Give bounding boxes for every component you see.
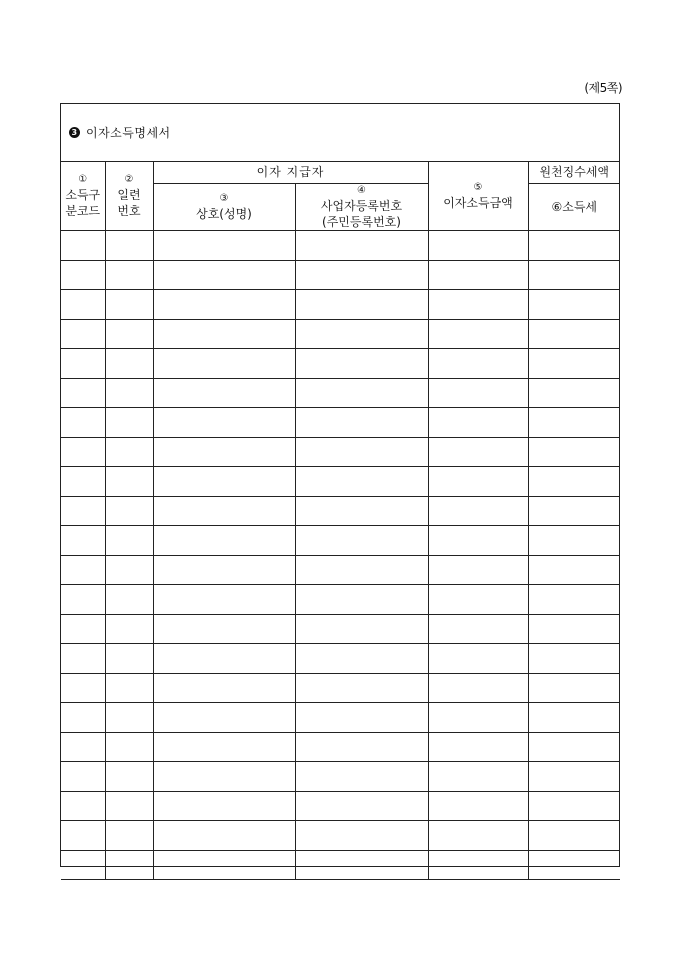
header-income-code: ① 소득구 분코드	[61, 161, 105, 231]
income-tax-cell[interactable]	[528, 437, 620, 467]
table-row	[61, 378, 620, 408]
interest-amount-cell[interactable]	[428, 290, 528, 320]
table-row	[61, 231, 620, 261]
business-name-cell[interactable]	[153, 319, 295, 349]
interest-amount-cell[interactable]	[428, 762, 528, 792]
table-row	[61, 290, 620, 320]
income-tax-cell[interactable]	[528, 821, 620, 851]
serial-number-cell[interactable]	[105, 762, 153, 792]
income-code-cell[interactable]	[61, 231, 105, 261]
serial-number-cell[interactable]	[105, 791, 153, 821]
section-header	[61, 104, 619, 162]
registration-number-cell[interactable]	[295, 260, 428, 290]
business-name-cell[interactable]	[153, 732, 295, 762]
interest-amount-cell[interactable]	[428, 437, 528, 467]
income-code-cell[interactable]	[61, 290, 105, 320]
table-row	[61, 437, 620, 467]
income-tax-cell[interactable]	[528, 526, 620, 556]
registration-number-cell[interactable]	[295, 585, 428, 615]
serial-number-cell[interactable]	[105, 437, 153, 467]
registration-number-cell[interactable]	[295, 496, 428, 526]
registration-number-cell[interactable]	[295, 850, 428, 880]
registration-number-cell[interactable]	[295, 703, 428, 733]
income-tax-cell[interactable]	[528, 231, 620, 261]
income-code-cell[interactable]	[61, 378, 105, 408]
serial-number-cell[interactable]	[105, 408, 153, 438]
business-name-cell[interactable]	[153, 644, 295, 674]
serial-number-cell[interactable]	[105, 850, 153, 880]
registration-number-cell[interactable]	[295, 791, 428, 821]
registration-number-cell[interactable]	[295, 644, 428, 674]
income-tax-cell[interactable]	[528, 673, 620, 703]
interest-amount-cell[interactable]	[428, 555, 528, 585]
business-name-cell[interactable]	[153, 378, 295, 408]
registration-number-cell[interactable]	[295, 762, 428, 792]
registration-number-cell[interactable]	[295, 319, 428, 349]
table-row	[61, 467, 620, 497]
business-name-cell[interactable]	[153, 260, 295, 290]
business-name-cell[interactable]	[153, 791, 295, 821]
income-tax-cell[interactable]	[528, 791, 620, 821]
table-row	[61, 732, 620, 762]
header-registration-number: ④ 사업자등록번호 (주민등록번호)	[295, 184, 428, 231]
interest-amount-cell[interactable]	[428, 732, 528, 762]
header-serial-number: ② 일련 번호	[105, 161, 153, 231]
interest-amount-cell[interactable]	[428, 791, 528, 821]
income-tax-cell[interactable]	[528, 644, 620, 674]
section-title	[69, 124, 171, 141]
serial-number-cell[interactable]	[105, 555, 153, 585]
income-tax-cell[interactable]	[528, 732, 620, 762]
interest-amount-cell[interactable]	[428, 526, 528, 556]
registration-number-cell[interactable]	[295, 526, 428, 556]
business-name-cell[interactable]	[153, 821, 295, 851]
section-title-text: 이자소득명세서	[86, 126, 171, 140]
income-tax-cell[interactable]	[528, 703, 620, 733]
table-row	[61, 791, 620, 821]
income-code-cell[interactable]	[61, 762, 105, 792]
interest-amount-cell[interactable]	[428, 496, 528, 526]
income-code-cell[interactable]	[61, 644, 105, 674]
business-name-cell[interactable]	[153, 231, 295, 261]
header-payer-group: 이자 지급자	[153, 161, 428, 184]
table-row	[61, 850, 620, 880]
business-name-cell[interactable]	[153, 526, 295, 556]
header-business-name: ③ 상호(성명)	[153, 184, 295, 231]
business-name-cell[interactable]	[153, 703, 295, 733]
table-row	[61, 408, 620, 438]
income-code-cell[interactable]	[61, 496, 105, 526]
serial-number-cell[interactable]	[105, 319, 153, 349]
table-row	[61, 644, 620, 674]
serial-number-cell[interactable]	[105, 821, 153, 851]
table-row	[61, 762, 620, 792]
interest-amount-cell[interactable]	[428, 231, 528, 261]
income-code-cell[interactable]	[61, 614, 105, 644]
income-code-cell[interactable]	[61, 850, 105, 880]
business-name-cell[interactable]	[153, 555, 295, 585]
table-row	[61, 349, 620, 379]
income-code-cell[interactable]	[61, 526, 105, 556]
income-tax-cell[interactable]	[528, 496, 620, 526]
serial-number-cell[interactable]	[105, 378, 153, 408]
business-name-cell[interactable]	[153, 673, 295, 703]
serial-number-cell[interactable]	[105, 467, 153, 497]
table-row	[61, 614, 620, 644]
interest-amount-cell[interactable]	[428, 821, 528, 851]
serial-number-cell[interactable]	[105, 231, 153, 261]
income-code-cell[interactable]	[61, 585, 105, 615]
serial-number-cell[interactable]	[105, 732, 153, 762]
income-tax-cell[interactable]	[528, 260, 620, 290]
registration-number-cell[interactable]	[295, 673, 428, 703]
business-name-cell[interactable]	[153, 408, 295, 438]
business-name-cell[interactable]	[153, 762, 295, 792]
interest-amount-cell[interactable]	[428, 585, 528, 615]
table-row	[61, 555, 620, 585]
income-tax-cell[interactable]	[528, 408, 620, 438]
income-code-cell[interactable]	[61, 555, 105, 585]
serial-number-cell[interactable]	[105, 703, 153, 733]
serial-number-cell[interactable]	[105, 260, 153, 290]
registration-number-cell[interactable]	[295, 437, 428, 467]
income-code-cell[interactable]	[61, 260, 105, 290]
income-code-cell[interactable]	[61, 673, 105, 703]
interest-amount-cell[interactable]	[428, 260, 528, 290]
registration-number-cell[interactable]	[295, 349, 428, 379]
income-tax-cell[interactable]	[528, 378, 620, 408]
income-tax-cell[interactable]	[528, 850, 620, 880]
income-tax-cell[interactable]	[528, 585, 620, 615]
serial-number-cell[interactable]	[105, 614, 153, 644]
registration-number-cell[interactable]	[295, 732, 428, 762]
interest-income-table	[61, 161, 620, 880]
serial-number-cell[interactable]	[105, 644, 153, 674]
income-code-cell[interactable]	[61, 408, 105, 438]
income-tax-cell[interactable]	[528, 555, 620, 585]
income-code-cell[interactable]	[61, 319, 105, 349]
income-tax-cell[interactable]	[528, 762, 620, 792]
serial-number-cell[interactable]	[105, 496, 153, 526]
interest-amount-cell[interactable]	[428, 644, 528, 674]
registration-number-cell[interactable]	[295, 378, 428, 408]
income-tax-cell[interactable]	[528, 349, 620, 379]
serial-number-cell[interactable]	[105, 349, 153, 379]
business-name-cell[interactable]	[153, 614, 295, 644]
section-number-badge: 3	[69, 127, 80, 138]
interest-amount-cell[interactable]	[428, 349, 528, 379]
registration-number-cell[interactable]	[295, 614, 428, 644]
header-income-tax: ⑥소득세	[528, 184, 620, 231]
table-row	[61, 673, 620, 703]
serial-number-cell[interactable]	[105, 673, 153, 703]
income-tax-cell[interactable]	[528, 319, 620, 349]
business-name-cell[interactable]	[153, 290, 295, 320]
business-name-cell[interactable]	[153, 585, 295, 615]
interest-amount-cell[interactable]	[428, 673, 528, 703]
registration-number-cell[interactable]	[295, 408, 428, 438]
interest-amount-cell[interactable]	[428, 319, 528, 349]
serial-number-cell[interactable]	[105, 290, 153, 320]
income-tax-cell[interactable]	[528, 290, 620, 320]
income-tax-cell[interactable]	[528, 467, 620, 497]
income-code-cell[interactable]	[61, 349, 105, 379]
income-tax-cell[interactable]	[528, 614, 620, 644]
table-row	[61, 260, 620, 290]
interest-amount-cell[interactable]	[428, 467, 528, 497]
serial-number-cell[interactable]	[105, 585, 153, 615]
table-row	[61, 585, 620, 615]
header-withholding-group: 원천징수세액	[528, 161, 620, 184]
table-row	[61, 821, 620, 851]
registration-number-cell[interactable]	[295, 467, 428, 497]
table-row	[61, 319, 620, 349]
registration-number-cell[interactable]	[295, 231, 428, 261]
table-row	[61, 496, 620, 526]
business-name-cell[interactable]	[153, 496, 295, 526]
income-code-cell[interactable]	[61, 703, 105, 733]
interest-amount-cell[interactable]	[428, 703, 528, 733]
serial-number-cell[interactable]	[105, 526, 153, 556]
income-code-cell[interactable]	[61, 732, 105, 762]
income-code-cell[interactable]	[61, 791, 105, 821]
income-code-cell[interactable]	[61, 467, 105, 497]
interest-amount-cell[interactable]	[428, 378, 528, 408]
table-row	[61, 526, 620, 556]
business-name-cell[interactable]	[153, 850, 295, 880]
registration-number-cell[interactable]	[295, 290, 428, 320]
interest-income-form	[60, 103, 620, 867]
registration-number-cell[interactable]	[295, 821, 428, 851]
interest-amount-cell[interactable]	[428, 614, 528, 644]
interest-amount-cell[interactable]	[428, 408, 528, 438]
header-interest-amount: ⑤ 이자소득금액	[428, 161, 528, 231]
table-row	[61, 703, 620, 733]
interest-amount-cell[interactable]	[428, 850, 528, 880]
business-name-cell[interactable]	[153, 437, 295, 467]
income-code-cell[interactable]	[61, 437, 105, 467]
business-name-cell[interactable]	[153, 467, 295, 497]
income-code-cell[interactable]	[61, 821, 105, 851]
business-name-cell[interactable]	[153, 349, 295, 379]
page-number: (제5쪽)	[584, 81, 622, 95]
registration-number-cell[interactable]	[295, 555, 428, 585]
